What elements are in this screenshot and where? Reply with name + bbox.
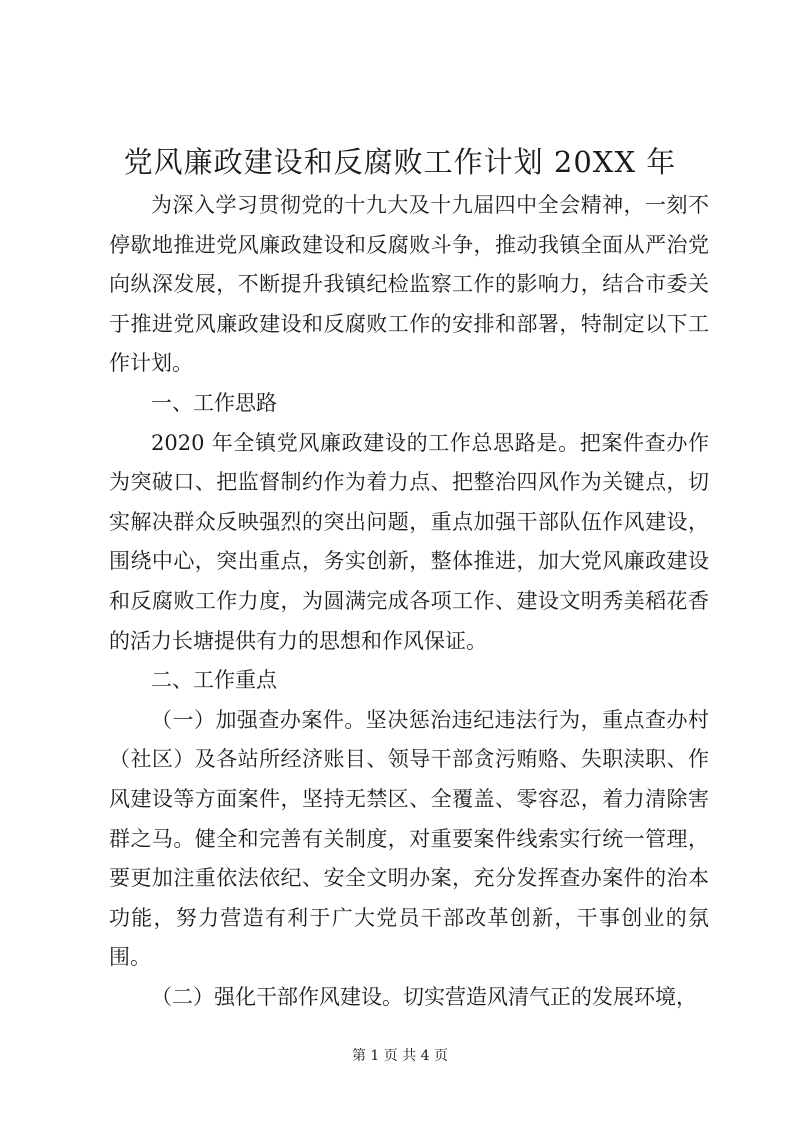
page-number-footer: 第 1 页 共 4 页 — [351, 1048, 449, 1064]
intro-paragraph: 为深入学习贯彻党的十九大及十九届四中全会精神，一刻不停歇地推进党风廉政建设和反腐败斗争，推动我镇全面从严治党向纵深发展，不断提升我镇纪检监察工作的影响力，结合市委关于推进党风廉政建设和反腐败工作的安排和部署，特制定以下工作计划。 — [109, 193, 709, 376]
work-ideas-paragraph: 2020 年全镇党风廉政建设的工作总思路是。把案件查办作为突破口、把监督制约作为着力点、把整治四风作为关键点，切实解决群众反映强烈的突出问题，重点加强干部队伍作风建设，围绕中心，突出重点，务实创新，整体推进，加大党风廉政建设和反腐败工作力度，为圆满完成各项工作、建设文明秀美稻花香的活力长塘提供有力的思想和作风保证。 — [109, 430, 709, 653]
section-heading-work-focus: 二、工作重点 — [151, 668, 277, 693]
focus-item-2-paragraph: （二）强化干部作风建设。切实营造风清气正的发展环境， — [151, 984, 697, 1009]
document-title: 党风廉政建设和反腐败工作计划 20XX 年 — [123, 145, 677, 179]
section-heading-work-ideas: 一、工作思路 — [151, 390, 277, 415]
document-body — [109, 186, 709, 1017]
focus-item-1-paragraph: （一）加强查办案件。坚决惩治违纪违法行为，重点查办村（社区）及各站所经济账目、领导干部贪污贿赂、失职渎职、作风建设等方面案件，坚持无禁区、全覆盖、零容忍，着力清除害群之马。健全和完善有关制度，对重要案件线索实行统一管理，要更加注重依法依纪、安全文明办案，充分发挥查办案件的治本功能，努力营造有利于广大党员干部改革创新，干事创业的氛围。 — [109, 707, 709, 970]
